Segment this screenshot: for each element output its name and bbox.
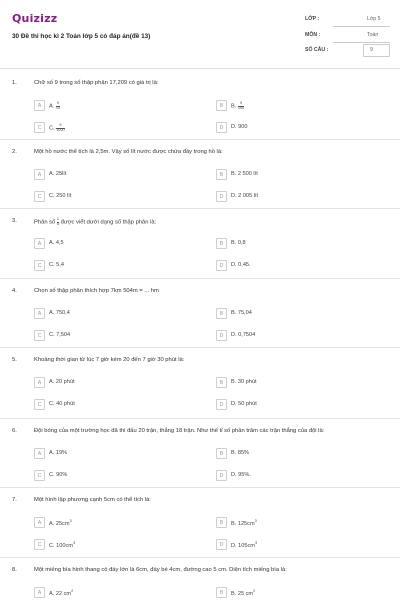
option-text: A. 25lít [49,171,67,177]
question-number: 3. [12,218,17,224]
option-letter-box: C [34,122,45,133]
option-text: A. 4,5 [49,240,64,246]
question-divider [0,418,400,419]
meta-grade [305,13,390,27]
question-divider [0,139,400,140]
worksheet-title: 30 Đề thi học kì 2 Toán lớp 5 có đáp án(đề 13) [12,33,151,40]
option-fraction [238,102,244,110]
option-text: D. 900 [231,124,248,130]
option-fraction-denominator: 10 [55,105,61,110]
option-letter-box: D [216,191,227,202]
option-text: B. 75,04 [231,310,252,316]
option-text: B. 25 $cm^2$ [231,589,256,597]
option-letter-box: C [34,330,45,341]
question-divider [0,557,400,558]
question-number: 8. [12,567,17,573]
option-letter-box: D [216,539,227,550]
option-letter-box: A [34,100,45,111]
option-letter-box: C [34,399,45,410]
option-text: D. 50 phút [231,401,257,407]
option-superscript: 3 [69,519,72,523]
option-superscript: 3 [72,541,76,545]
option-letter-box: C [34,260,45,271]
option-text: A. $25cm^3$ [49,519,72,527]
option-text: D. $105cm^3$ [231,541,258,549]
option-fraction [56,102,60,110]
question-fraction [57,218,59,226]
option-text: B. 30 phút [231,379,257,385]
option-text: C. $\frac{9}{1000}$ [49,123,65,132]
option-letter-box: D [216,399,227,410]
meta-grade-value: Lớp 5 [367,16,381,22]
option-letter-box: B [216,517,227,528]
option-fraction-denominator: 100 [237,105,245,110]
question-number: 4. [12,288,17,294]
option-letter-box: B [216,448,227,459]
option-letter-box: C [34,191,45,202]
meta-count-box [363,44,390,57]
question-divider [0,347,400,348]
option-letter-box: D [216,122,227,133]
question-number: 7. [12,497,17,503]
option-text: B. 85% [231,450,250,456]
question-divider [0,278,400,279]
meta-subject-underline [333,42,390,43]
option-fraction [56,124,64,132]
option-letter-box: A [34,377,45,388]
option-superscript: 3 [254,541,258,545]
option-fraction-numerator: 9 [238,102,244,107]
question-text: Phân số $\frac{1}{5}$ được viết dưới dạng số thập phân là: [34,217,157,226]
question-number: 5. [12,357,17,363]
question-divider [0,487,400,488]
option-letter-box: B [216,100,227,111]
option-letter-box: B [216,169,227,180]
question-number: 2. [12,149,17,155]
question-text: Một hồ nước thể tích là 2,5m. Vậy số lít nước được chứa đầy trong hồ là: [34,149,223,155]
option-letter-box: A [34,169,45,180]
question-text: Chữ số 9 trong số thập phân 17,209 có giá trị là: [34,80,159,86]
option-text: A. 20 phút [49,379,75,385]
meta-count-value: 9 [370,47,373,53]
question-text: Khoảng thời gian từ lúc 7 giờ kém 20 đến 7 giờ 30 phút là: [34,357,185,363]
option-text: A. 750,4 [49,310,70,316]
option-letter-box: C [34,470,45,481]
option-text: B. 2 500 lít [231,171,258,177]
question-number: 6. [12,428,17,434]
option-text: B. 0,8 [231,240,246,246]
option-letter-box: B [216,308,227,319]
question-number: 1. [12,80,17,86]
question-text: Một miếng bìa hình thang có đáy lớn là 6cm, đáy bé 4cm, đường cao 5 cm. Diện tích miếng bìa là: [34,567,287,573]
option-fraction-numerator: 9 [56,124,64,129]
option-fraction-numerator: 9 [56,101,60,105]
option-letter-box: B [216,238,227,249]
option-superscript: 3 [254,519,257,523]
option-text: C. 40 phút [49,401,75,407]
option-text: A. $\frac{9}{10}$ [49,101,61,110]
question-text: Một hình lập phương cạnh 5cm có thể tích là: [34,497,151,503]
option-text: A. 22 $cm^2$ [49,589,74,597]
meta-grade-underline [333,26,390,27]
meta-count [305,44,390,58]
quizizz-logo: Quizizz [12,12,58,25]
worksheet-header [0,0,400,68]
option-letter-box: A [34,238,45,249]
meta-subject-value: Toán [367,32,379,38]
option-text: C. $100cm^3$ [49,541,76,549]
question-fraction-numerator: 1 [56,217,60,221]
meta-grade-label: LỚP : [305,16,320,22]
option-letter-box: A [34,517,45,528]
option-superscript: 2 [253,589,256,593]
question-text: Chọn số thập phân thích hợp 7km 504m = ... hm [34,288,159,294]
meta-subject-label: MÔN : [305,32,321,38]
option-text: D. 0,45. [231,262,251,268]
option-text: C. 5,4 [49,262,64,268]
option-text: C. 250 lít [49,193,72,199]
header-divider [0,68,400,69]
option-letter-box: D [216,330,227,341]
option-letter-box: B [216,587,227,598]
option-fraction-denominator: 1000 [56,127,65,132]
option-superscript: 2 [71,589,74,593]
meta-count-label: SỐ CÂU : [305,47,329,53]
option-text: D. 2 005 lít [231,193,259,199]
option-text: C. 90% [49,472,68,478]
option-text: A. 19% [49,450,68,456]
option-text: B. $\frac{9}{100}$ [231,101,245,110]
option-letter-box: D [216,260,227,271]
option-letter-box: A [34,448,45,459]
option-letter-box: B [216,377,227,388]
option-text: D. 0,7504 [231,332,256,338]
question-fraction-denominator: 5 [56,221,60,226]
option-text: D. 95%. [231,472,251,478]
question-divider [0,208,400,209]
option-text: C. 7,504 [49,332,71,338]
option-letter-box: A [34,308,45,319]
option-letter-box: C [34,539,45,550]
option-text: B. $125cm^3$ [231,519,257,527]
option-letter-box: D [216,470,227,481]
question-text: Đội bóng của một trường học đã thi đấu 20 trận, thắng 18 trận. Như thế tỉ số phần trăm các trận thắng của đội là: [34,428,325,434]
meta-subject [305,29,390,43]
option-letter-box: A [34,587,45,598]
